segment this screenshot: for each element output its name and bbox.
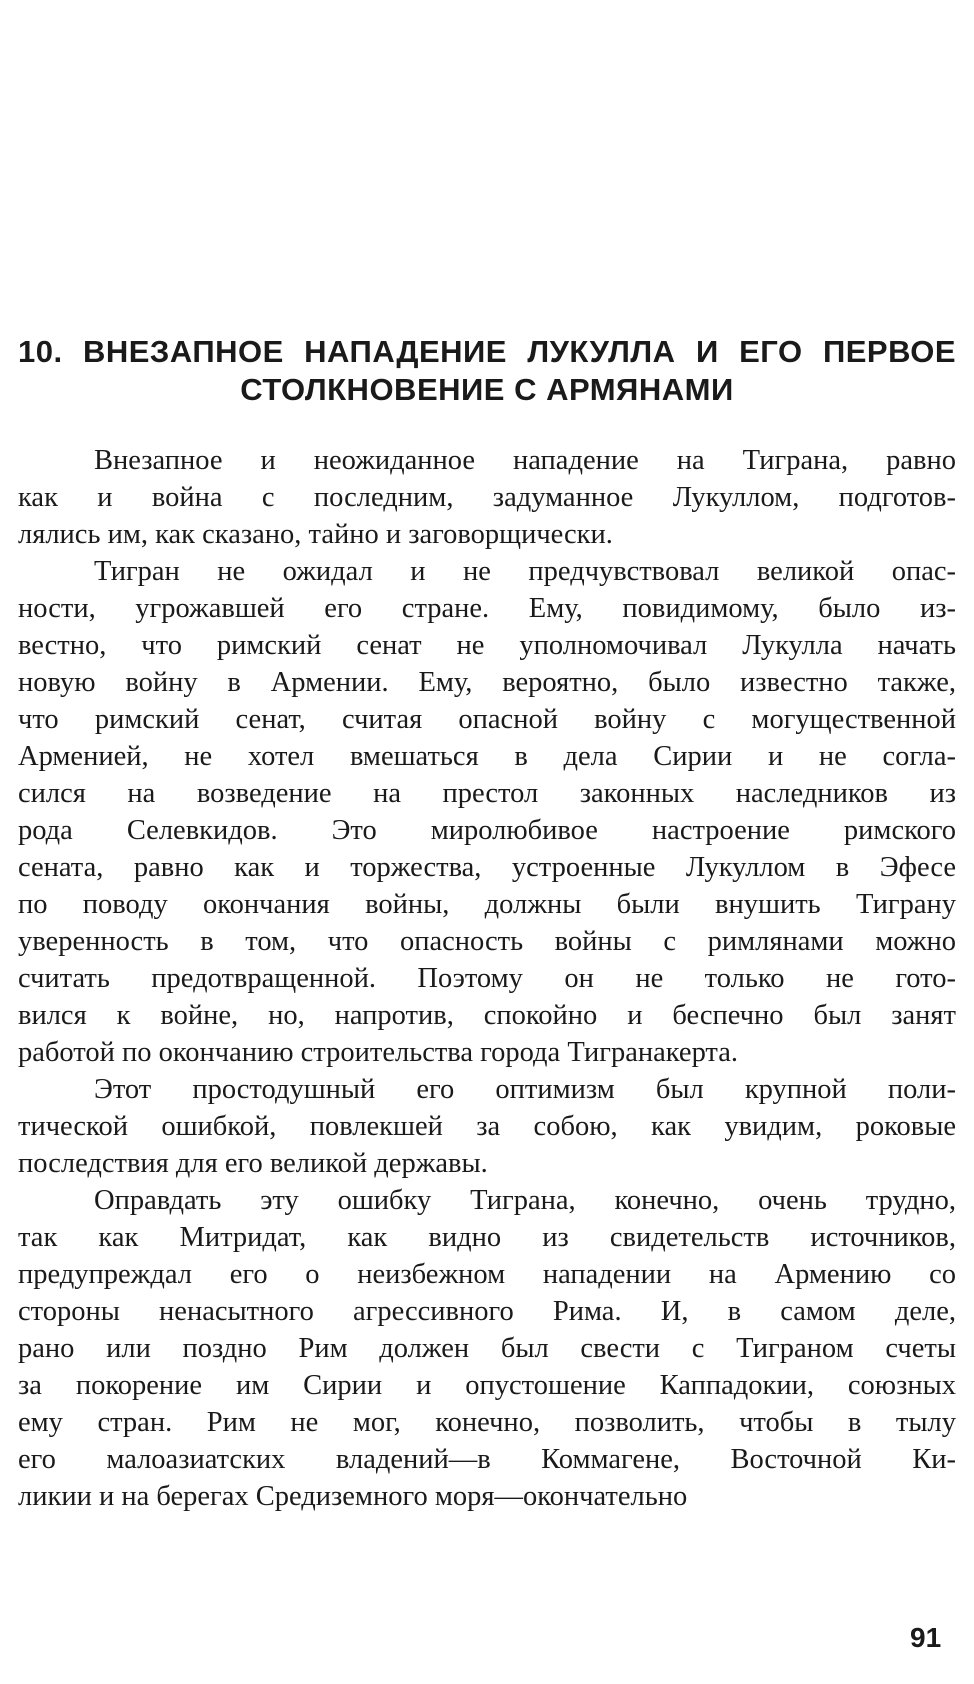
text-line: ности, угрожавшей его стране. Ему, повидимому, было из-: [18, 593, 956, 624]
body-text: [18, 442, 956, 1515]
text-line: Арменией, не хотел вмешаться в дела Сирии и не согла-: [18, 741, 956, 772]
text-line: уверенность в том, что опасность войны с римлянами можно: [18, 926, 956, 957]
text-line: что римский сенат, считая опасной войну с могущественной: [18, 704, 956, 735]
text-line: Оправдать эту ошибку Тиграна, конечно, очень трудно,: [94, 1185, 956, 1216]
page-number: 91: [910, 1622, 942, 1653]
paragraph: [18, 442, 956, 553]
heading-line-1: 10. ВНЕЗАПНОЕ НАПАДЕНИЕ ЛУКУЛЛА И ЕГО ПЕРВОЕ: [18, 334, 956, 369]
text-line: лялись им, как сказано, тайно и заговорщически.: [18, 519, 613, 550]
text-line: как и война с последним, задуманное Лукуллом, подготов-: [18, 482, 956, 513]
text-line: сената, равно как и торжества, устроенные Лукуллом в Эфесе: [18, 852, 956, 883]
chapter-heading: [18, 333, 956, 409]
text-line: рода Селевкидов. Это миролюбивое настроение римского: [18, 815, 956, 846]
text-line: последствия для его великой державы.: [18, 1148, 488, 1179]
text-line: вестно, что римский сенат не уполномочивал Лукулла начать: [18, 630, 956, 661]
text-line: Внезапное и неожиданное нападение на Тиграна, равно: [94, 445, 956, 476]
text-line: сился на возведение на престол законных наследников из: [18, 778, 956, 809]
text-line: его малоазиатских владений—в Коммагене, Восточной Ки-: [18, 1444, 956, 1475]
text-line: тической ошибкой, повлекшей за собою, как увидим, роковые: [18, 1111, 956, 1142]
text-line: вился к войне, но, напротив, спокойно и беспечно был занят: [18, 1000, 956, 1031]
text-line: ликии и на берегах Средиземного моря—окончательно: [18, 1481, 688, 1512]
text-line: Этот простодушный его оптимизм был крупной поли-: [94, 1074, 956, 1105]
text-line: Тигран не ожидал и не предчувствовал великой опас-: [94, 556, 956, 587]
text-line: за покорение им Сирии и опустошение Каппадокии, союзных: [18, 1370, 956, 1401]
text-line: ему стран. Рим не мог, конечно, позволить, чтобы в тылу: [18, 1407, 956, 1438]
text-line: рано или поздно Рим должен был свести с Тиграном счеты: [18, 1333, 956, 1364]
text-line: считать предотвращенной. Поэтому он не только не гото-: [18, 963, 956, 994]
paragraph: [18, 553, 956, 1071]
text-line: стороны ненасытного агрессивного Рима. И, в самом деле,: [18, 1296, 956, 1327]
text-line: новую войну в Армении. Ему, вероятно, было известно также,: [18, 667, 956, 698]
paragraph: [18, 1182, 956, 1515]
text-line: так как Митридат, как видно из свидетельств источников,: [18, 1222, 956, 1253]
heading-line-2: СТОЛКНОВЕНИЕ С АРМЯНАМИ: [240, 372, 734, 407]
text-line: работой по окончанию строительства города Тигранакерта.: [18, 1037, 739, 1068]
text-line: предупреждал его о неизбежном нападении на Армению со: [18, 1259, 956, 1290]
text-line: по поводу окончания войны, должны были внушить Тиграну: [18, 889, 956, 920]
paragraph: [18, 1071, 956, 1182]
